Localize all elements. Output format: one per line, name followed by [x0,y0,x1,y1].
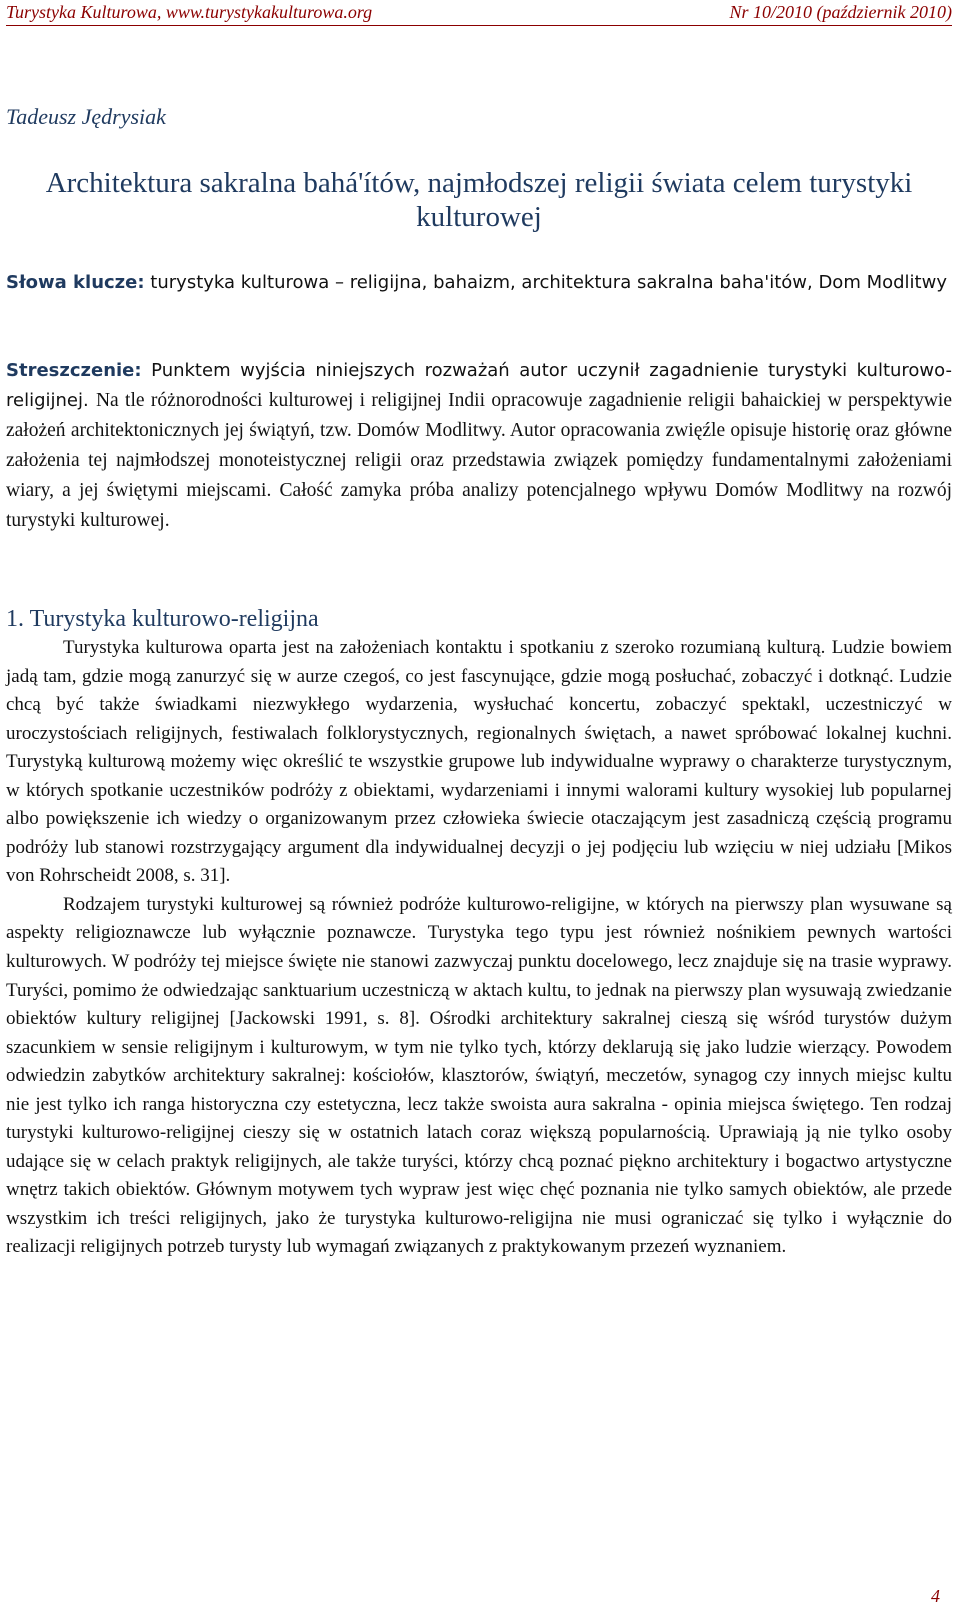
article-title: Architektura sakralna bahá'ítów, najmłodszej religii świata celem turystyki kulturowej [45,167,913,233]
issue-info: Nr 10/2010 (październik 2010) [729,2,952,22]
abstract-lead: Punktem wyjścia niniejszych rozważań autor uczynił zagadnienie turystyki kulturowo-religijnej. [6,360,952,411]
running-header [6,2,952,26]
section-heading: 1. Turystyka kulturowo-religijna [6,606,319,632]
page-number: 4 [931,1586,940,1606]
paragraph: Turystyka kulturowa oparta jest na założeniach kontaktu i spotkaniu z szeroko rozumianą kulturą. Ludzie bowiem jadą tam, gdzie mogą zanurzyć się w aurze czegoś, co jest fascynujące, gdzie mogą posłuchać, zobaczyć i dotknąć. Ludzie chcą być także świadkami niezwykłego wydarzenia, wysłuchać koncertu, zobaczyć spektakl, uczestniczyć w uroczystościach religijnych, festiwalach folklorystycznych, regionalnych świętach, a nawet spróbować lokalnej kuchni. Turystyką kulturową możemy więc określić te wszystkie grupowe lub indywidualne wyprawy o charakterze turystycznym, w których spotkanie uczestników podróży z obiektami, wydarzeniami i innymi walorami kultury wysokiej lub popularnej albo powiększenie ich wiedzy o organizowanym przez człowieka świecie otaczającym jest zasadniczą częścią programu podróży lub stanowi rozstrzygający argument dla indywidualnej decyzji o jej podjęciu lub wzięciu w niej udziału [Mikos von Rohrscheidt 2008, s. 31]. [6,637,952,887]
abstract-text: Na tle różnorodności kulturowej i religijnej Indii opracowuje zagadnienie religii bahaickiej w perspektywie założeń architektonicznych jej świątyń, tzw. Domów Modlitwy. Autor opracowania zwięźle opisuje historię oraz główne założenia tej najmłodszej monoteistycznej religii oraz przedstawia związek pomiędzy fundamentalnymi założeniami wiary, a jej świętymi miejscami. Całość zamyka próba analizy potencjalnego wpływu Domów Modlitwy na rozwój turystyki kulturowej. [6,390,952,531]
keywords-label: Słowa klucze: [6,272,145,293]
abstract-label: Streszczenie: [6,360,142,381]
keywords [6,268,952,298]
author-name: Tadeusz Jędrysiak [6,104,166,129]
section-body [6,634,952,1262]
paragraph: Rodzajem turystyki kulturowej są również podróże kulturowo-religijne, w których na pierwszy plan wysuwane są aspekty religioznawcze lub wyłącznie poznawcze. Turystyka tego typu jest również nośnikiem pewnych wartości kulturowych. W podróży tej miejsce święte nie stanowi zazwyczaj punktu docelowego, lecz znajduje się na trasie wyprawy. Turyści, pomimo że odwiedzając sanktuarium uczestniczą w aktach kultu, to jednak na pierwszy plan wysuwają zwiedzanie obiektów kultury religijnej [Jackowski 1991, s. 8]. Ośrodki architektury sakralnej cieszą się wśród turystów dużym szacunkiem w sensie religijnym i kulturowym, w tym nie tylko tych, którzy deklarują się jako ludzie wierzący. Powodem odwiedzin zabytków architektury sakralnej: kościołów, klasztorów, świątyń, meczetów, synagog czy innych miejsc kultu nie jest tylko ich ranga historyczna czy estetyczna, lecz także swoista aura sakralna - opinia miejsca świętego. Ten rodzaj turystyki kulturowo-religijnej cieszy się w ostatnich latach coraz większą popularnością. Uprawiają ją nie tylko osoby udające się w celach praktyk religijnych, ale także turyści, którzy chcą poznać piękno architektury i bogactwo artystyczne wnętrz takich obiektów. Głównym motywem tych wypraw jest więc chęć poznania nie tylko samych obiektów, ale przede wszystkim ich treści religijnych, jako że turystyka kulturowo-religijna nie musi ograniczać się tylko i wyłącznie do realizacji religijnych potrzeb turysty lub wymagań związanych z praktykowanym przezeń wyznaniem. [6,893,952,1258]
abstract [6,356,952,536]
journal-name: Turystyka Kulturowa, www.turystykakulturowa.org [6,2,373,22]
keywords-text: turystyka kulturowa – religijna, bahaizm, architektura sakralna baha'itów, Dom Modlitwy [150,272,947,293]
